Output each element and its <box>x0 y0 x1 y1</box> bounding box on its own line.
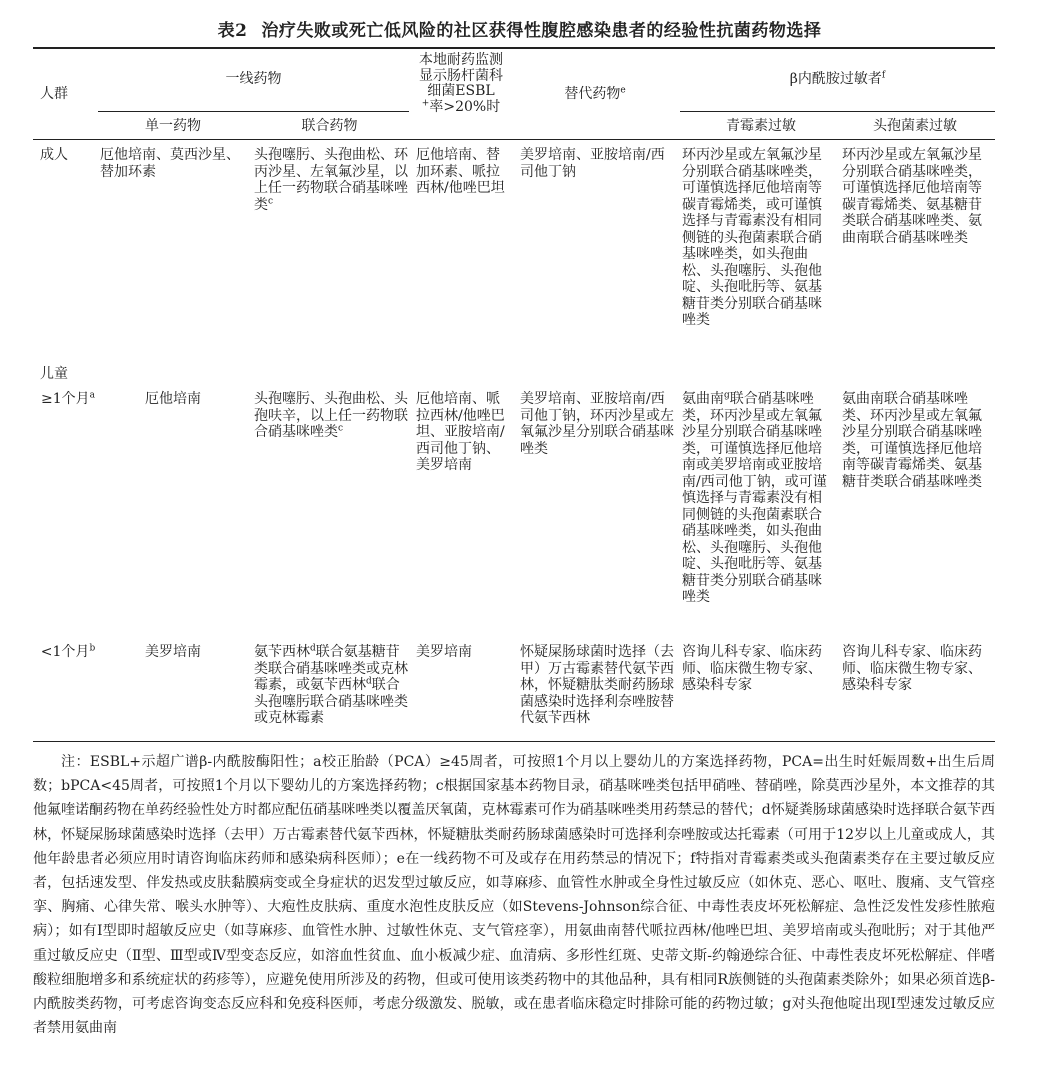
row-child-over1-population: ≥1个月$^a$ <box>40 390 95 407</box>
allergy-subrule <box>680 111 995 112</box>
row-child-under1-single: 美罗培南 <box>145 644 201 660</box>
row-child-under1-alternative: 怀疑屎肠球菌时选择（去甲）万古霉素替代氨苄西林，怀疑糖肽类耐药肠球菌感染时选择利奈唑胺替代氨苄西林 <box>520 644 674 726</box>
row-adult-cephalosporin: 环丙沙星或左氧氟沙星分别联合硝基咪唑类，可谨慎选择厄他培南等碳青霉烯类、氨基糖苷类联合硝基咪唑类、氨曲南联合硝基咪唑类 <box>842 147 982 246</box>
row-child-under1-combination: 氨苄西林$^d$联合氨基糖苷类联合硝基咪唑类或克林霉素，或氨苄西林$^d$联合头孢噻肟联合硝基咪唑类或克林霉素 <box>254 643 408 726</box>
table-footnote: 注：ESBL+示超广谱β-内酰胺酶阳性；a校正胎龄（PCA）≥45周者，可按照1个月以上婴幼儿的方案选择药物，PCA=出生时妊娠周数+出生后周数；bPCA<45周者，可按照1个月以下婴幼儿的方案选择药物；c根据国家基本药物目录，硝基咪唑类包括甲硝唑、替硝唑，除莫西沙星外，本文推荐的其他氟喹诺酮药物在单药经验性处方时都应配伍硝基咪唑类以覆盖厌氧菌，克林霉素可作为硝基咪唑类用药禁忌的替代；d怀疑粪肠球菌感染时选择联合氨苄西林，怀疑屎肠球菌感染时选择（去甲）万古霉素替代氨苄西林，怀疑糖肽类耐药肠球菌感染时可选择利奈唑胺或达托霉素（可用于12岁以上儿童或成人，其他年龄患者必须应用时请咨询临床药师和感染病科医师）；e在一线药物不可及或存在用药禁忌的情况下；f特指对青霉素类或头孢菌素类存在主要过敏反应者，包括速发型、伴发热或皮肤黏膜病变或全身症状的迟发型过敏反应，如荨麻疹、血管性水肿或全身性过敏反应（如休克、恶心、呕吐、腹痛、支气管痉挛、胸痛、心律失常、喉头水肿等）、大疱性皮肤病、重度水泡性皮肤反应（如Stevens-Johnson综合征、中毒性表皮坏死松解症、急性泛发性发疹性脓疱病）；如有Ⅰ型即时超敏反应史（如荨麻疹、血管性水肿、过敏性休克、支气管痉挛），用氨曲南替代哌拉西林/他唑巴坦、美罗培南或头孢吡肟；对于其他严重过敏反应史（Ⅱ型、Ⅲ型或Ⅳ型变态反应，如溶血性贫血、血小板减少症、血清病、多形性红斑、史蒂文斯-约翰逊综合征、中毒性表皮坏死松解症、伴嗜酸粒细胞增多和系统症状的药疹等），应避免使用所涉及的药物，但或可使用该类药物中的其他品种，具有相同R族侧链的头孢菌素类除外；如果必须首选β-内酰胺类药物，可考虑咨询变态反应科和免疫科医师，考虑分级激发、脱敏，或在患者临床稳定时排除可能的药物过敏；g对头孢他啶出现Ⅰ型速发过敏反应者禁用氨曲南 <box>33 754 995 1037</box>
table-number: 表2 <box>217 21 248 41</box>
top-rule <box>33 47 995 49</box>
children-label: 儿童 <box>40 366 68 382</box>
row-child-over1-alternative: 美罗培南、亚胺培南/西司他丁钠，环丙沙星或左氧氟沙星分别联合硝基咪唑类 <box>520 391 674 457</box>
header-esbl: 本地耐药监测显示肠杆菌科细菌ESBL+率>20%时 <box>419 52 503 115</box>
table-bottom-rule <box>33 741 995 742</box>
row-adult-alternative: 美罗培南、亚胺培南/西司他丁钠 <box>520 147 665 180</box>
row-adult-single: 厄他培南、莫西沙星、替加环素 <box>100 147 240 180</box>
row-child-over1-single: 厄他培南 <box>145 391 201 407</box>
header-alternative: 替代药物$^e$ <box>564 85 626 102</box>
header-allergy: β内酰胺过敏者$^f$ <box>789 70 886 87</box>
row-child-under1-penicillin: 咨询儿科专家、临床药师、临床微生物专家、感染科专家 <box>682 644 822 693</box>
header-population: 人群 <box>40 86 68 102</box>
header-combination: 联合药物 <box>301 118 358 134</box>
row-adult-combination: 头孢噻肟、头孢曲松、环丙沙星、左氧氟沙星，以上任一药物联合硝基咪唑类$^c$ <box>254 147 408 213</box>
row-child-under1-population: <1个月$^b$ <box>40 643 96 660</box>
row-child-under1-esbl: 美罗培南 <box>416 644 472 660</box>
table-title-text: 治疗失败或死亡低风险的社区获得性腹腔感染患者的经验性抗菌药物选择 <box>261 21 822 41</box>
header-first-line: 一线药物 <box>225 71 282 87</box>
row-child-over1-cephalosporin: 氨曲南联合硝基咪唑类、环丙沙星或左氧氟沙星分别联合硝基咪唑类，可谨慎选择厄他培南等碳青霉烯类、氨基糖苷类联合硝基咪唑类 <box>842 391 982 490</box>
first-line-subrule <box>98 111 409 112</box>
row-child-over1-combination: 头孢噻肟、头孢曲松、头孢呋辛，以上任一药物联合硝基咪唑类$^c$ <box>254 391 408 440</box>
row-adult-esbl: 厄他培南、替加环素、哌拉西林/他唑巴坦 <box>416 147 505 196</box>
row-child-under1-cephalosporin: 咨询儿科专家、临床药师、临床微生物专家、感染科专家 <box>842 644 982 693</box>
row-child-over1-esbl: 厄他培南、哌拉西林/他唑巴坦、亚胺培南/西司他丁钠、美罗培南 <box>416 391 505 473</box>
table-title <box>0 16 1039 41</box>
header-bottom-rule <box>33 139 995 140</box>
row-adult-penicillin: 环丙沙星或左氧氟沙星分别联合硝基咪唑类，可谨慎选择厄他培南等碳青霉烯类，或可谨慎选择与青霉素没有相同侧链的头孢菌素联合硝基咪唑类，如头孢曲松、头孢噻肟、头孢他啶、头孢吡肟等、氨基糖苷类分别联合硝基咪唑类 <box>682 147 822 328</box>
header-cephalosporin: 头孢菌素过敏 <box>873 118 957 134</box>
header-single: 单一药物 <box>145 118 201 134</box>
header-penicillin: 青霉素过敏 <box>726 118 796 134</box>
row-child-over1-penicillin: 氨曲南$^g$联合硝基咪唑类，环丙沙星或左氧氟沙星分别联合硝基咪唑类，可谨慎选择厄他培南或美罗培南或亚胺培南/西司他丁钠，或可谨慎选择与青霉素没有相同侧链的头孢菌素联合硝基咪唑类，如头孢曲松、头孢噻肟、头孢他啶、头孢吡肟等、氨基糖苷类分别联合硝基咪唑类 <box>682 390 827 605</box>
row-adult-population: 成人 <box>40 147 68 163</box>
